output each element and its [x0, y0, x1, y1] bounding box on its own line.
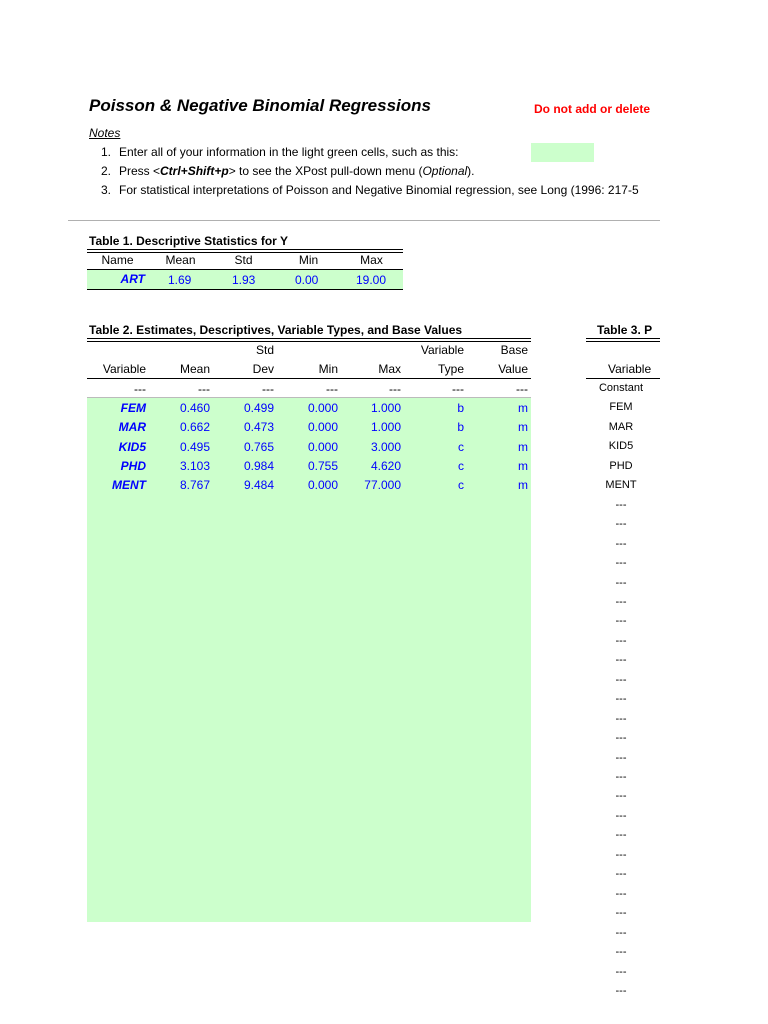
table3-row-variable: --- [615, 615, 627, 627]
table3-row-variable: --- [615, 732, 627, 744]
table3-row-variable: --- [615, 635, 627, 647]
table2-header-variable: Variable [102, 362, 146, 376]
table1-header-name: Name [101, 253, 134, 267]
table2-placeholder: --- [516, 382, 528, 396]
table3-header-variable: Variable [608, 362, 652, 376]
table2-cell-base[interactable]: m [518, 420, 528, 434]
table2-header-rule [87, 378, 531, 379]
table1-cell-min[interactable]: 0.00 [295, 273, 319, 287]
optional-label: Optional [422, 164, 468, 178]
table2-cell-max[interactable]: 3.000 [370, 440, 401, 454]
note-3 [101, 183, 660, 197]
note-text: > to see the XPost pull-down menu ( [228, 164, 423, 178]
table2-cell-std[interactable]: 0.984 [243, 459, 274, 473]
table3-row-variable: --- [615, 946, 627, 958]
table2-cell-base[interactable]: m [518, 478, 528, 492]
table2-header-std-top: Std [255, 343, 274, 357]
table3-row-variable: --- [615, 674, 627, 686]
table2-cell-std[interactable]: 9.484 [243, 478, 274, 492]
green-sample-cell[interactable] [531, 143, 594, 162]
table2-cell-min[interactable]: 0.000 [307, 401, 338, 415]
table3-row-variable: --- [615, 810, 627, 822]
table2-cell-max[interactable]: 1.000 [370, 401, 401, 415]
note-2 [101, 164, 475, 178]
table2-placeholder: --- [389, 382, 401, 396]
table1-header-mean: Mean [165, 253, 196, 267]
table2-cell-min[interactable]: 0.000 [307, 478, 338, 492]
table1-cell-mean[interactable]: 1.69 [168, 273, 192, 287]
table2-cell-base[interactable]: m [518, 440, 528, 454]
table2-cell-type[interactable]: c [458, 459, 464, 473]
table2-cell-mean[interactable]: 3.103 [179, 459, 210, 473]
table2-cell-mean[interactable]: 0.662 [179, 420, 210, 434]
table2-cell-std[interactable]: 0.765 [243, 440, 274, 454]
table2-header-max: Max [378, 362, 401, 376]
table2-caption: Table 2. Estimates, Descriptives, Variable Types, and Base Values [89, 323, 463, 337]
section-divider [68, 220, 660, 221]
table3-row-variable: --- [615, 499, 627, 511]
table3-row-variable: Constant [598, 382, 644, 394]
table2-cell-variable[interactable]: KID5 [118, 440, 146, 454]
table1-header-min: Min [298, 253, 319, 267]
table3-row-variable: MENT [605, 479, 637, 491]
table2-cell-mean[interactable]: 0.495 [179, 440, 210, 454]
table1-header-std: Std [234, 253, 253, 267]
table3-row-variable: --- [615, 577, 627, 589]
table2-header-min: Min [318, 362, 338, 376]
note-number: 2. [101, 164, 112, 178]
keyboard-shortcut: Ctrl+Shift+p [160, 164, 229, 178]
table3-row-variable: --- [615, 538, 627, 550]
table2-placeholder: --- [262, 382, 274, 396]
table2-cell-std[interactable]: 0.473 [243, 420, 274, 434]
table3-row-variable: --- [615, 966, 627, 978]
table2-cell-min[interactable]: 0.755 [307, 459, 338, 473]
table3-row-variable: --- [615, 868, 627, 880]
table3-top-rule [586, 338, 660, 342]
table2-cell-mean[interactable]: 0.460 [179, 401, 210, 415]
table3-row-variable: --- [615, 654, 627, 666]
table1-cell-max[interactable]: 19.00 [356, 273, 387, 287]
table2-cell-variable[interactable]: MAR [118, 420, 146, 434]
table2-placeholder: --- [452, 382, 464, 396]
table2-header-vtype-top: Variable [420, 343, 464, 357]
table1-header-max: Max [360, 253, 383, 267]
table2-cell-mean[interactable]: 8.767 [179, 478, 210, 492]
table2-cell-std[interactable]: 0.499 [243, 401, 274, 415]
table3-row-variable: KID5 [608, 440, 634, 452]
note-text: Enter all of your information in the light green cells, such as this: [119, 145, 459, 159]
note-number: 3. [101, 183, 112, 197]
table3-row-variable: --- [615, 557, 627, 569]
page-title: Poisson & Negative Binomial Regressions [89, 96, 431, 115]
table2-cell-variable[interactable]: FEM [120, 401, 146, 415]
note-text: ). [467, 164, 475, 178]
note-1 [101, 145, 459, 159]
table2-cell-base[interactable]: m [518, 459, 528, 473]
notes-heading: Notes [89, 126, 121, 140]
table2-placeholder: --- [326, 382, 338, 396]
table3-row-variable: --- [615, 985, 627, 997]
table3-row-variable: --- [615, 596, 627, 608]
table3-row-variable: --- [615, 829, 627, 841]
table2-cell-type[interactable]: b [457, 420, 464, 434]
table2-header-dev: Dev [252, 362, 274, 376]
table2-header-base-top: Base [500, 343, 528, 357]
table3-row-variable: --- [615, 752, 627, 764]
table2-top-rule [87, 338, 531, 342]
table2-cell-max[interactable]: 1.000 [370, 420, 401, 434]
table2-cell-base[interactable]: m [518, 401, 528, 415]
table2-cell-max[interactable]: 4.620 [370, 459, 401, 473]
note-number: 1. [101, 145, 112, 159]
table2-cell-max[interactable]: 77.000 [364, 478, 401, 492]
table2-cell-min[interactable]: 0.000 [307, 440, 338, 454]
table2-cell-variable[interactable]: PHD [120, 459, 146, 473]
table2-placeholder: --- [198, 382, 210, 396]
table2-placeholder: --- [134, 382, 146, 396]
table2-cell-type[interactable]: b [457, 401, 464, 415]
table3-row-variable: --- [615, 790, 627, 802]
table1-caption: Table 1. Descriptive Statistics for Y [89, 234, 288, 248]
table3-row-variable: FEM [609, 401, 633, 413]
table2-header-mean: Mean [179, 362, 210, 376]
table2-header-value: Value [498, 362, 528, 376]
table3-header-rule [586, 378, 660, 379]
table3-row-variable: --- [615, 907, 627, 919]
table3-caption: Table 3. P [597, 323, 653, 337]
table1-bottom-rule [87, 289, 403, 290]
table3-row-variable: --- [615, 518, 627, 530]
note-text: For statistical interpretations of Poisson and Negative Binomial regression, see Long (1996: 217-5 [119, 183, 639, 197]
table1-cell-std[interactable]: 1.93 [232, 273, 256, 287]
table2-header-type: Type [437, 362, 464, 376]
table1-cell-name[interactable]: ART [120, 272, 145, 286]
table2-cell-type[interactable]: c [458, 478, 464, 492]
table3-row-variable: --- [615, 771, 627, 783]
table2-cell-type[interactable]: c [458, 440, 464, 454]
table2-cell-min[interactable]: 0.000 [307, 420, 338, 434]
table3-row-variable: PHD [609, 460, 633, 472]
table3-row-variable: --- [615, 713, 627, 725]
warning-text: Do not add or delete [534, 102, 651, 116]
table3-row-variable: --- [615, 693, 627, 705]
table3-row-variable: --- [615, 888, 627, 900]
note-text: Press < [119, 164, 161, 178]
table2-input-area[interactable] [87, 398, 531, 922]
table3-row-variable: MAR [608, 421, 634, 433]
table2-cell-variable[interactable]: MENT [112, 478, 146, 492]
table3-row-variable: --- [615, 927, 627, 939]
table3-row-variable: --- [615, 849, 627, 861]
